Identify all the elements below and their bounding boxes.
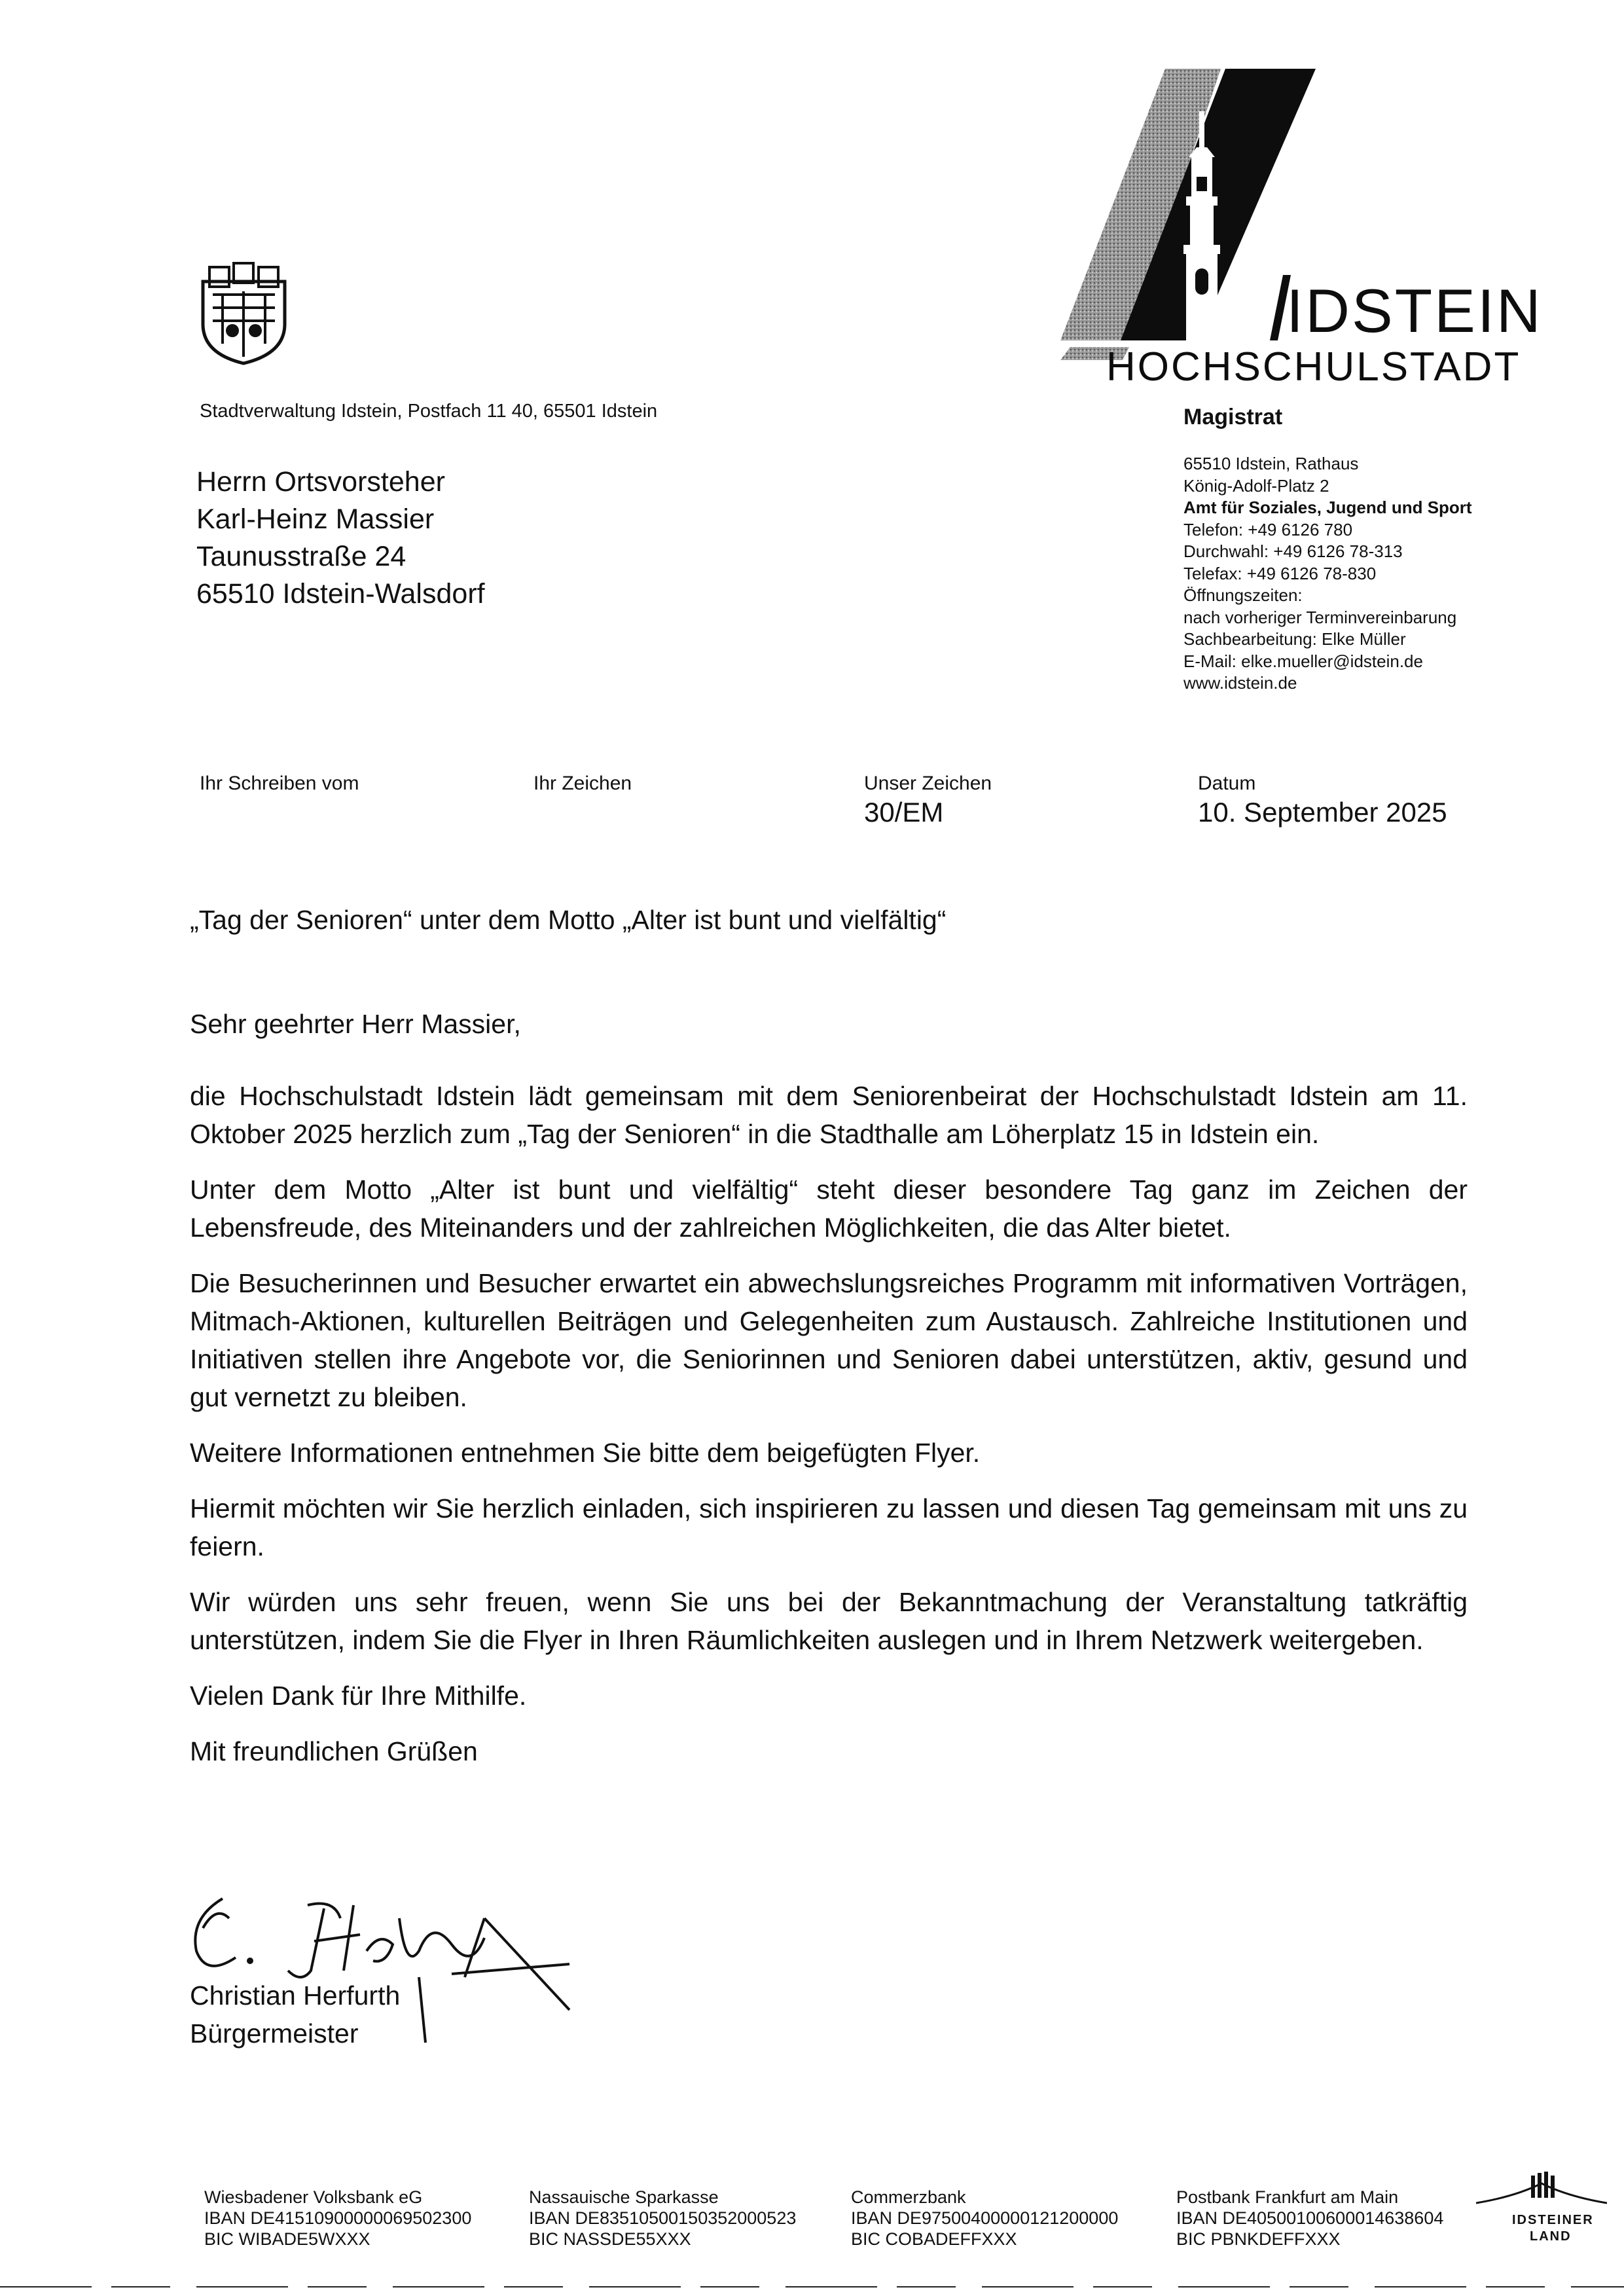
recipient-line: 65510 Idstein-Walsdorf: [196, 578, 485, 610]
body-paragraph: Wir würden uns sehr freuen, wenn Sie uns bei der Bekanntmachung der Veranstaltung tatkräftig unterstützen, indem Sie die Flyer in Ihren Räumlichkeiten auslegen und in Ihrem Netzwerk weitergeben.: [190, 1587, 1468, 1655]
bank-name: Commerzbank: [851, 2187, 966, 2207]
bank-bic: BIC COBADEFFXXX: [851, 2229, 1017, 2249]
bank-name: Wiesbadener Volksbank eG: [204, 2187, 423, 2207]
sender-line: Stadtverwaltung Idstein, Postfach 11 40, 65501 Idstein: [200, 401, 658, 422]
letter-subject: „Tag der Senioren“ unter dem Motto „Alter ist bunt und vielfältig“: [190, 905, 947, 935]
ref-date-value: 10. September 2025: [1198, 797, 1447, 828]
bank-bic: BIC WIBADE5WXXX: [204, 2229, 370, 2249]
contact-line: Sachbearbeitung: Elke Müller: [1183, 629, 1406, 649]
signer-name: Christian Herfurth: [190, 1980, 401, 2011]
ref-your-letter-label: Ihr Schreiben vom: [200, 773, 359, 794]
authority-label: Magistrat: [1183, 405, 1283, 429]
contact-line: Telefon: +49 6126 780: [1183, 519, 1353, 539]
contact-block: [1183, 453, 1472, 695]
bank-details: [1176, 2187, 1443, 2250]
ref-our-sign-value: 30/EM: [864, 797, 944, 828]
salutation: Sehr geehrter Herr Massier,: [190, 1009, 521, 1039]
body-paragraph: Hiermit möchten wir Sie herzlich einladen, sich inspirieren zu lassen und diesen Tag gemeinsam mit uns zu feiern.: [190, 1493, 1468, 1561]
contact-line: nach vorheriger Terminvereinbarung: [1183, 607, 1457, 627]
coat-of-arms-icon: [196, 262, 291, 367]
recipient-address: [196, 464, 485, 613]
recipient-line: Karl-Heinz Massier: [196, 503, 435, 535]
contact-line: Durchwahl: +49 6126 78-313: [1183, 541, 1403, 561]
bank-iban: IBAN DE41510900000069502300: [204, 2208, 472, 2228]
ref-our-sign-label: Unser Zeichen: [864, 773, 992, 794]
contact-line: Telefax: +49 6126 78-830: [1183, 563, 1377, 583]
footer-divider: [0, 2286, 1624, 2287]
contact-website[interactable]: www.idstein.de: [1183, 673, 1297, 693]
bank-name: Postbank Frankfurt am Main: [1176, 2187, 1399, 2207]
bank-name: Nassauische Sparkasse: [529, 2187, 719, 2207]
department-line: Amt für Soziales, Jugend und Sport: [1183, 498, 1472, 517]
recipient-line: Herrn Ortsvorsteher: [196, 466, 445, 498]
idsteiner-land-text: LAND: [1530, 2229, 1572, 2244]
closing: Mit freundlichen Grüßen: [190, 1736, 478, 1766]
bank-bic: BIC PBNKDEFFXXX: [1176, 2229, 1341, 2249]
bank-details: [529, 2187, 796, 2250]
bank-details: [851, 2187, 1118, 2250]
bank-details: [204, 2187, 471, 2250]
logo-wordmark-hochschulstadt: HOCHSCHULSTADT: [1106, 344, 1521, 390]
bank-iban: IBAN DE40500100600014638604: [1176, 2208, 1444, 2228]
idsteiner-land-text: IDSTEINER: [1512, 2213, 1594, 2227]
contact-line: 65510 Idstein, Rathaus: [1183, 454, 1359, 473]
ref-date-label: Datum: [1198, 773, 1256, 794]
contact-line: Öffnungszeiten:: [1183, 585, 1303, 605]
body-paragraph: Unter dem Motto „Alter ist bunt und vielfältig“ steht dieser besondere Tag ganz im Zeichen der Lebensfreude, des Miteinanders und der zahlreichen Möglichkeiten, die das Alter bietet.: [190, 1175, 1468, 1243]
bank-bic: BIC NASSDE55XXX: [529, 2229, 691, 2249]
signer-title: Bürgermeister: [190, 2018, 359, 2049]
contact-email[interactable]: E-Mail: elke.mueller@idstein.de: [1183, 651, 1423, 671]
contact-line: König-Adolf-Platz 2: [1183, 475, 1329, 496]
body-paragraph: Die Besucherinnen und Besucher erwartet ein abwechslungsreiches Programm mit informativen Vorträgen, Mitmach-Aktionen, kulturellen Beiträgen und Gelegenheiten zum Austausch. Zahlreiche Institutionen und Initiativen stellen ihre Angebote vor, die Seniorinnen und Senioren dabei unterstützen, aktiv, gesund und gut vernetzt zu bleiben.: [190, 1268, 1468, 1412]
letter-body: [190, 1077, 1468, 1788]
logo-wordmark-idstein: IDSTEIN: [1286, 276, 1543, 345]
recipient-line: Taunusstraße 24: [196, 541, 406, 572]
body-paragraph: Vielen Dank für Ihre Mithilfe.: [190, 1681, 527, 1711]
bank-iban: IBAN DE83510500150352000523: [529, 2208, 797, 2228]
bank-iban: IBAN DE97500400000121200000: [851, 2208, 1119, 2228]
ref-your-sign-label: Ihr Zeichen: [533, 773, 632, 794]
body-paragraph: die Hochschulstadt Idstein lädt gemeinsam mit dem Seniorenbeirat der Hochschulstadt Idstein am 11. Oktober 2025 herzlich zum „Tag der Senioren“ in die Stadthalle am Löherplatz 15 in Idstein ein.: [190, 1081, 1468, 1149]
idsteiner-land-logo-icon: [1476, 2170, 1607, 2210]
body-paragraph: Weitere Informationen entnehmen Sie bitte dem beigefügten Flyer.: [190, 1438, 981, 1468]
